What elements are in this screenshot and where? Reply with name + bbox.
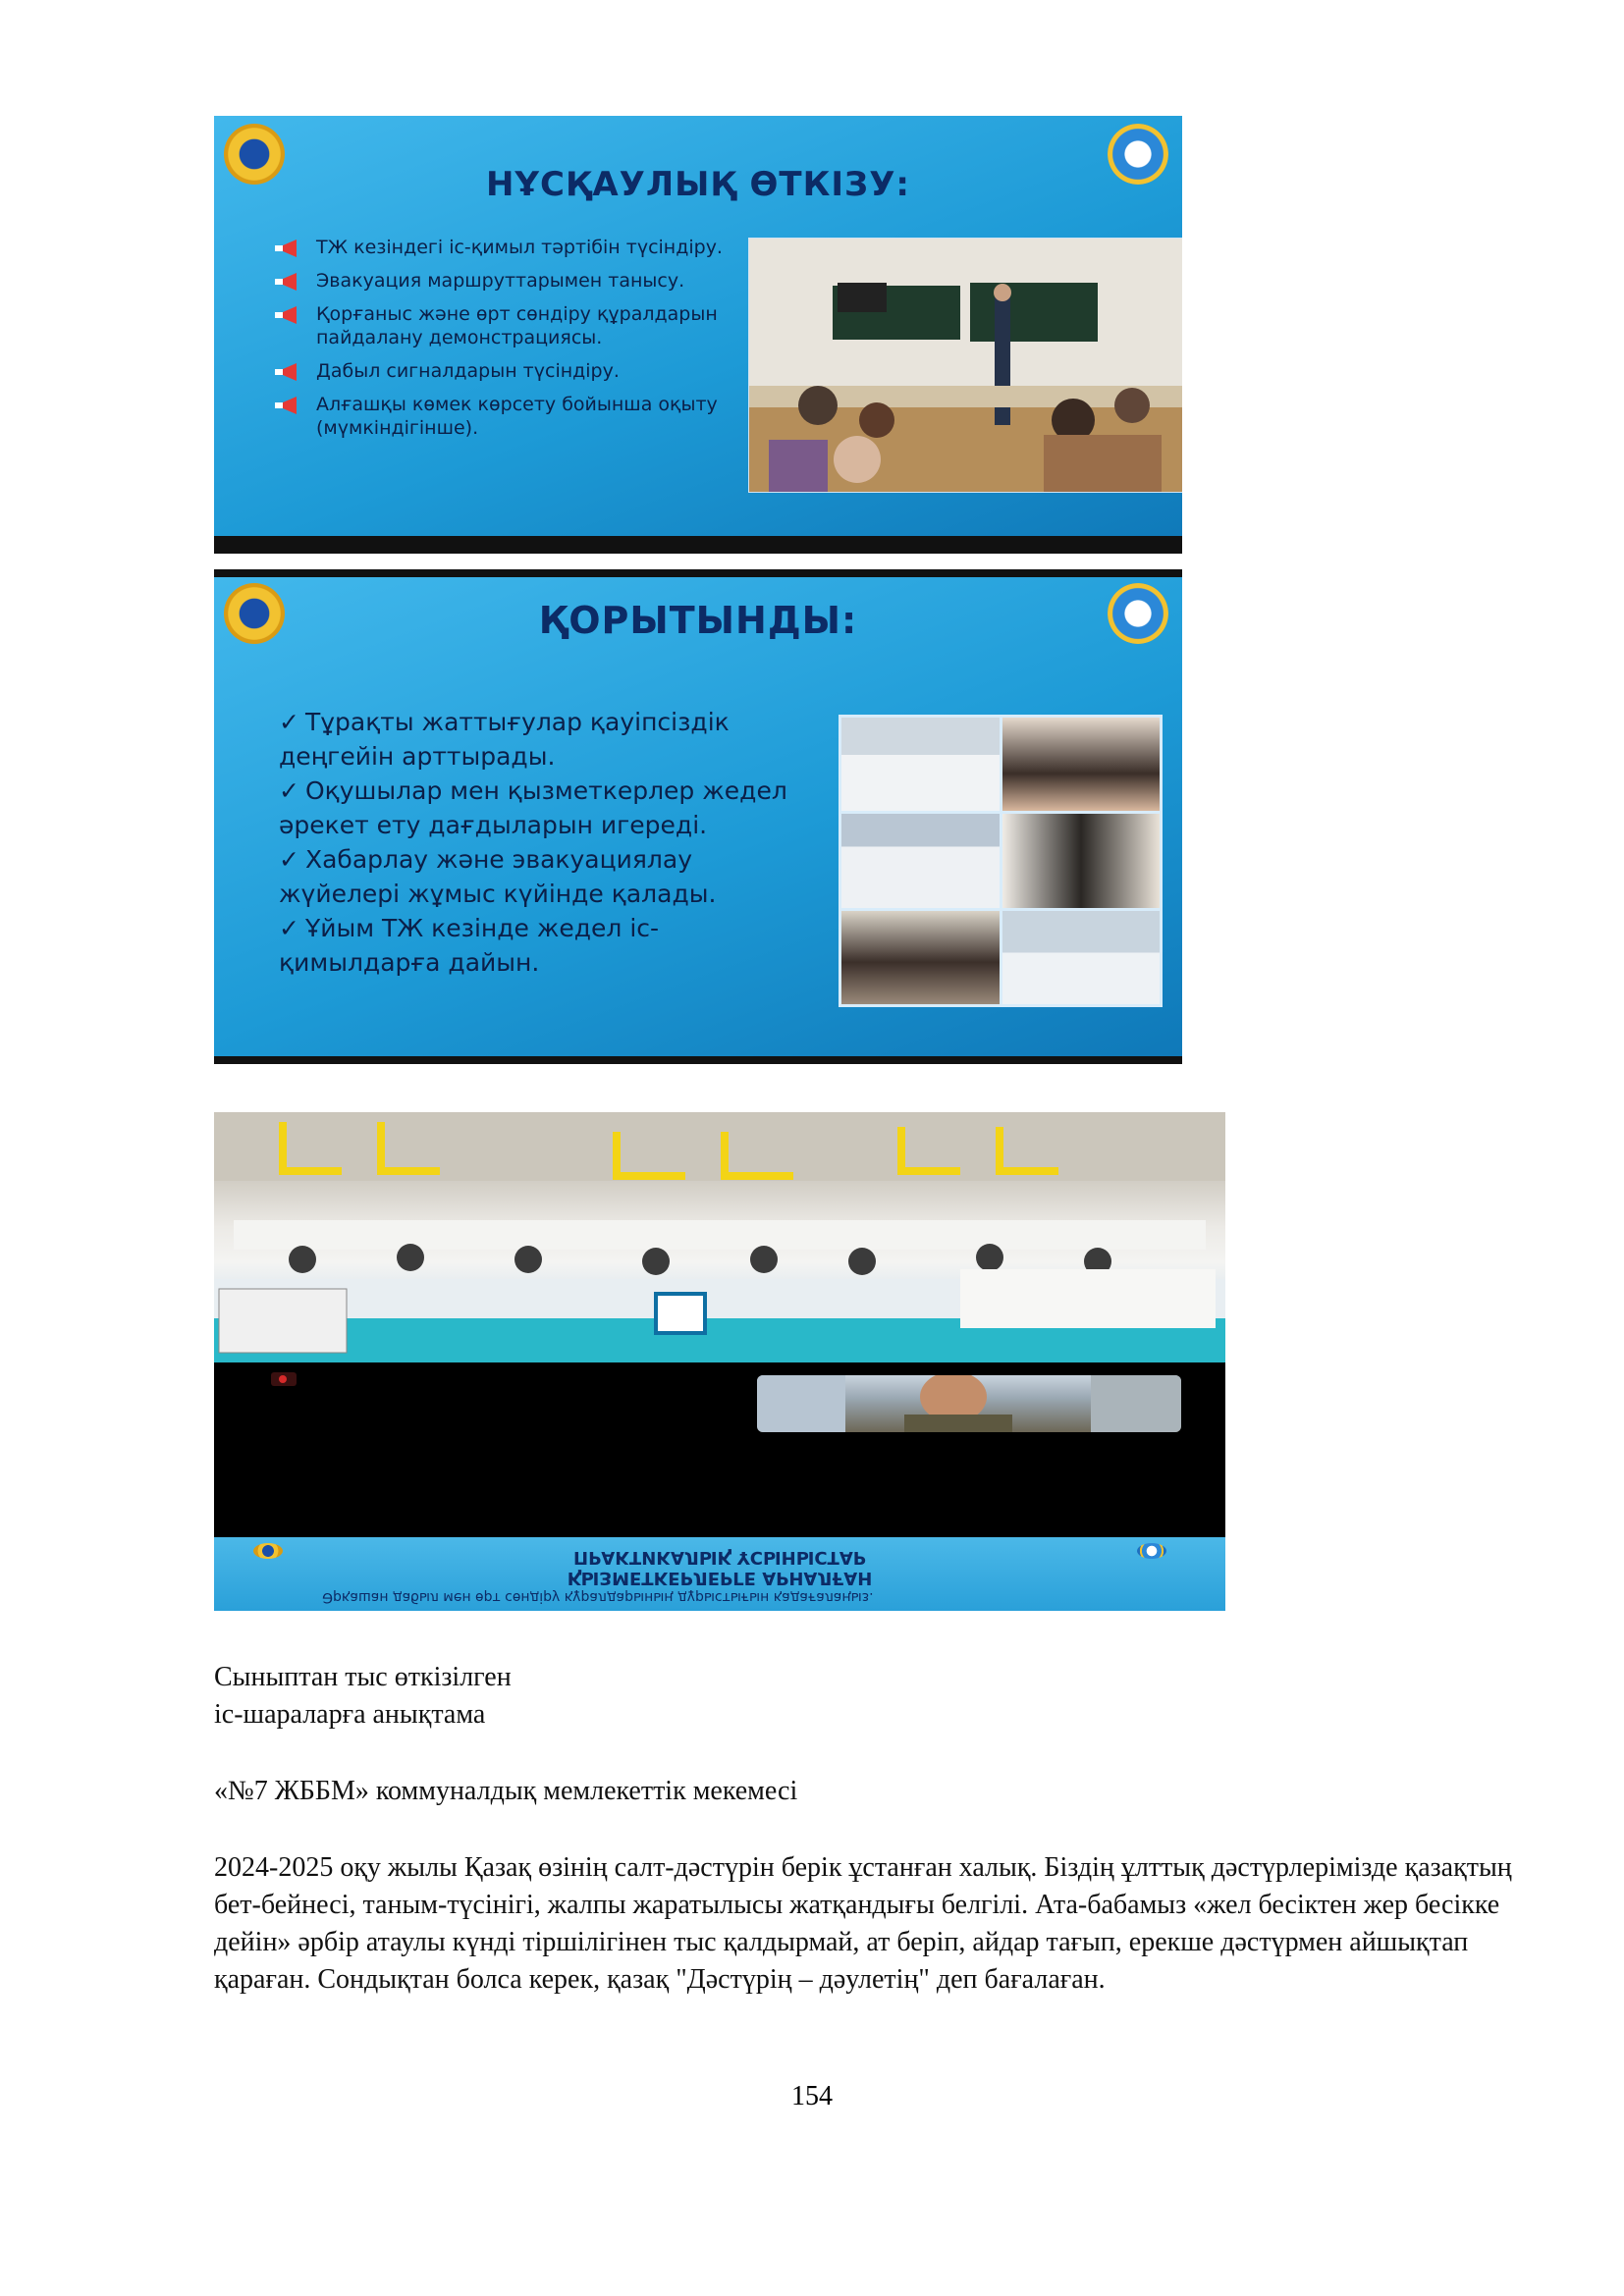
slide-instruction [214, 116, 1182, 554]
list-item-text: Алғашқы көмек көрсету бойынша оқыту (мүмкіндігінше). [316, 394, 718, 439]
megaphone-icon [273, 240, 302, 257]
banner-title-line: ПРАКТИКАЛЫҚ ҰСЫНЫСТАР [573, 1547, 866, 1568]
megaphone-icon [273, 306, 302, 324]
classroom-photo [748, 238, 1182, 493]
checkmark-icon: ✓ [279, 776, 299, 805]
list-item-text: Эвакуация маршруттарымен танысу. [316, 270, 685, 292]
banner-title [214, 1547, 1225, 1588]
evacuation-photo [841, 814, 1000, 907]
caption-line: іс-шараларға анықтама [214, 1699, 486, 1730]
list-item [273, 359, 784, 383]
slide-title: ҚОРЫТЫНДЫ: [538, 599, 858, 642]
checkmark-icon: ✓ [279, 708, 299, 736]
video-conference-frame [214, 1112, 1225, 1611]
institution-name: «№7 ЖББМ» коммуналдық мемлекеттік мекемесі [214, 1776, 798, 1806]
page-number: 154 [791, 2081, 833, 2111]
megaphone-icon [273, 363, 302, 381]
body-paragraph: 2024-2025 оқу жылы Қазақ өзінің салт-дәстүрін берік ұстанған халық. Біздің ұлттық дәстүрлерімізде қазақтың бет-бейнесі, таным-түсінігі, жалпы жаратылысы жатқандығы белгілі. Ата-бабамыз «жел бесіктен жер бесікке дейін» әрбір атаулы күнді тіршілігінен тыс қалдырмай, ат беріп, айдар тағып, ерекше дәстүрмен айшықтап қараған. Сондықтан болса керек, қазақ "Дәстүрің – дәулетің" деп бағалаған. [214, 1852, 1512, 1995]
participant-camera [757, 1375, 1181, 1432]
list-item [273, 269, 784, 293]
classroom-video [214, 1112, 1225, 1362]
list-item-text: Ұйым ТЖ кезінде жедел іс-қимылдарға дайын. [279, 914, 660, 977]
list-item-text: ТЖ кезіндегі іс-қимыл тәртібін түсіндіру. [316, 237, 723, 258]
slide-title: НҰСҚАУЛЫҚ ӨТКІЗУ: [485, 165, 911, 204]
checkmark-icon: ✓ [279, 845, 299, 874]
evacuation-photo [1002, 911, 1161, 1004]
instruction-list [273, 236, 784, 440]
slide-conclusion [214, 569, 1182, 1064]
list-item-text: Хабарлау және эвакуациялау жүйелері жұмыс күйінде қалады. [279, 845, 717, 908]
megaphone-icon [273, 273, 302, 291]
evacuation-photo-collage [839, 715, 1163, 1007]
list-item [279, 705, 809, 774]
list-item-text: Қорғаныс және өрт сөндіру құралдарын пайдалану демонстрациясы. [316, 303, 718, 348]
list-item [273, 302, 784, 349]
recording-indicator-icon [271, 1372, 297, 1386]
evacuation-photo [1002, 718, 1161, 811]
banner-text: Әрқашан дабыл мен өрт сөндіру құралдарының дұрыстығын қадағалаңыз. [322, 1589, 874, 1605]
checkmark-icon: ✓ [279, 914, 299, 942]
megaphone-icon [273, 397, 302, 414]
caption [214, 1659, 512, 1734]
list-item [279, 842, 809, 911]
caption-line: Сыныптан тыс өткізілген [214, 1662, 512, 1692]
list-item-text: Оқушылар мен қызметкерлер жедел әрекет ету дағдыларын игереді. [279, 776, 787, 839]
list-item [273, 393, 784, 440]
list-item-text: Дабыл сигналдарын түсіндіру. [316, 360, 620, 382]
banner-title-line: ҚЫЗМЕТКЕРЛЕРГЕ АРНАЛҒАН [567, 1568, 873, 1588]
list-item [273, 236, 784, 259]
list-item [279, 911, 809, 980]
shared-slide-banner [214, 1537, 1225, 1611]
evacuation-photo [841, 911, 1000, 1004]
list-item-text: Тұрақты жаттығулар қауіпсіздік деңгейін арттырады. [279, 708, 730, 771]
evacuation-photo [1002, 814, 1161, 907]
conclusion-list [279, 705, 809, 980]
list-item [279, 774, 809, 842]
evacuation-photo [841, 718, 1000, 811]
